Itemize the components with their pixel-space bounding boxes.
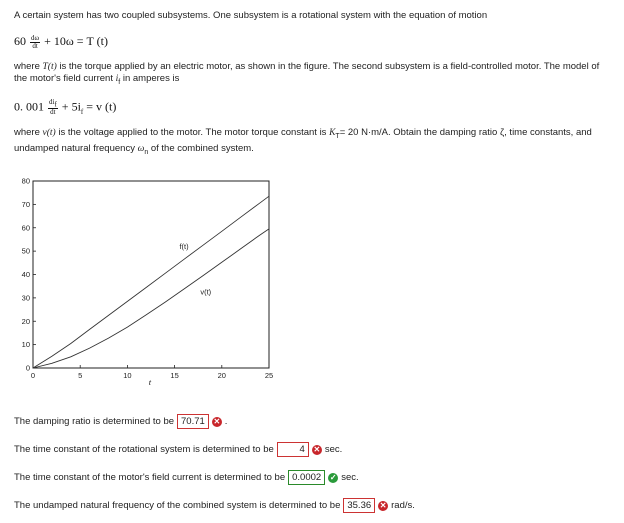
y-tick-label: 0 [25,363,30,373]
y-tick-label: 10 [21,340,30,350]
x-circle-icon: ✕ [379,500,387,510]
result-suffix: sec. [341,472,359,483]
x-axis-label: t [148,378,152,387]
intro-text: A certain system has two coupled subsystems. One subsystem is a rotational system with the equation of motion [14,10,488,21]
answer-input[interactable]: 35.36 [343,498,375,513]
result-label: The damping ratio is determined to be [14,416,175,427]
y-tick-label: 50 [21,246,30,256]
torque-description: where T(t) is the torque applied by an electric motor, as shown in the figure. The second subsystem is a field-controlled motor. The model of the motor's field current $i_f$ in amperes is [14,61,600,86]
y-tick-label: 20 [21,316,30,326]
result-row-natural-frequency [14,498,415,513]
check-circle-icon: ✓ [329,472,337,482]
y-tick-label: 30 [21,293,30,303]
plot-frame [33,181,269,368]
x-circle-icon: ✕ [313,444,321,454]
x-tick-label: 5 [78,371,83,380]
answer-input[interactable]: 4 [277,442,309,457]
result-label: The time constant of the rotational system is determined to be [14,444,274,455]
result-label: The undamped natural frequency of the combined system is determined to be [14,500,341,511]
series-line-1 [33,229,269,368]
x-tick-label: 0 [30,371,36,380]
answer-input[interactable]: 70.71 [177,414,209,429]
result-row-field-tau [14,470,359,485]
result-row-rotational-tau [14,442,342,457]
y-tick-label: 40 [21,270,30,279]
equation-field-current: 0. 001 $\frac{di_f}{dt}$ + $5i_f = v$ (t) [14,98,117,117]
x-tick-label: 25 [264,371,274,380]
x-tick-label: 10 [123,371,132,380]
result-suffix: . [224,416,228,427]
result-suffix: rad/s. [391,500,415,511]
equation-rotational: 60 $\frac{d\omega}{dt}$ + 10ω = T (t) [14,33,108,50]
x-circle-icon: ✕ [213,416,221,426]
x-tick-label: 20 [217,371,226,380]
line-chart [0,170,300,390]
answer-input[interactable]: 0.0002 [288,470,325,485]
series-label-1: v(t) [200,287,212,297]
y-tick-label: 70 [21,199,30,209]
y-tick-label: 80 [21,176,30,186]
series-line-0 [33,196,269,368]
result-suffix: sec. [324,444,343,455]
result-label: The time constant of the motor's field current is determined to be [14,472,286,483]
x-tick-label: 15 [170,371,179,380]
voltage-description: where v(t) is the voltage applied to the motor. The motor torque constant is $K_T= 20$ N·m/A. Obtain the damping ratio ζ, time constants, and undamped natural frequency $\omega_n$ of the combined system. [14,127,592,156]
series-label-0: f(t) [179,241,189,251]
y-tick-label: 60 [21,223,30,233]
result-row-damping [14,414,227,429]
